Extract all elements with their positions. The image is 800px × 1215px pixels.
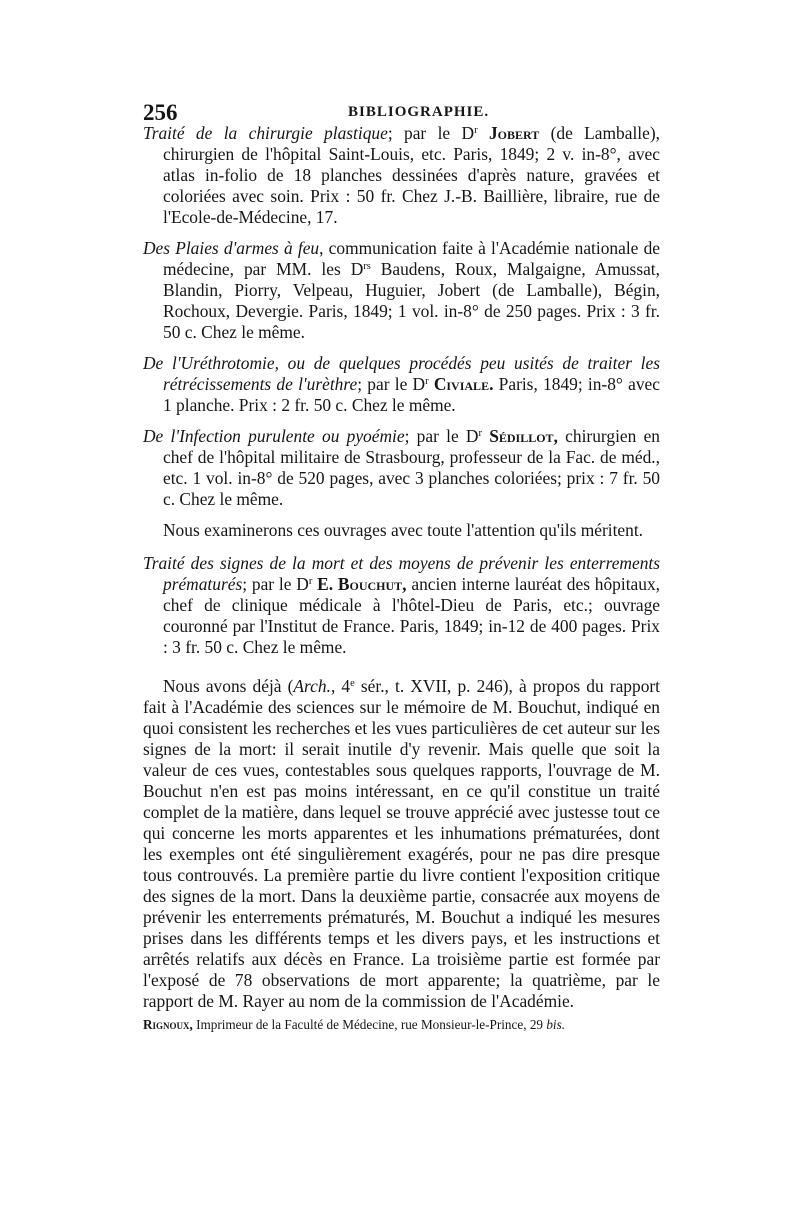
entry-title: Traité des signes de la mort et des moyens de prévenir les enterrements prématurés <box>143 553 660 594</box>
entry-title: Traité de la chirurgie plastique <box>143 123 388 143</box>
entry-title: De l'Infection purulente ou pyoémie <box>143 426 405 446</box>
running-title: BIBLIOGRAPHIE. <box>348 104 490 120</box>
journal-reference: Arch. <box>293 676 331 696</box>
printer-imprint: Rignoux, Imprimeur de la Faculté de Médecine, rue Monsieur-le-Prince, 29 bis. <box>143 1017 565 1032</box>
page-number: 256 <box>143 100 178 125</box>
entry-details: chirurgien en chef de l'hôpital militaire de Strasbourg, professeur de la Fac. de méd., etc. 1 vol. in-8° de 520 pages, avec 3 planches coloriées; prix : 7 fr. 50 c. Chez le même. <box>163 426 660 509</box>
entry-details: Paris, 1849; in-8° avec 1 planche. Prix : 2 fr. 50 c. Chez le même. <box>163 374 660 415</box>
entry-details: (de Lamballe), chirurgien de l'hôpital Saint-Louis, etc. Paris, 1849; 2 v. in-8°, avec atlas in-folio de 18 planches dessinées d'après nature, gravées et coloriées avec soin. Prix : 50 fr. Chez J.-B. Baillière, libraire, rue de l'Ecole-de-Médecine, 17. <box>163 123 660 227</box>
entry-author: E. Bouchut, <box>317 574 407 594</box>
entry-author: Jobert <box>488 123 540 143</box>
entry-details: Baudens, Roux, Malgaigne, Amussat, Blandin, Piorry, Velpeau, Huguier, Jobert (de Lamballe), Bégin, Rochoux, Devergie. Paris, 1849; 1 vol. in-8° de 250 pages. Prix : 3 fr. 50 c. Chez le même. <box>163 259 660 342</box>
printer-name: Rignoux, <box>143 1017 193 1032</box>
entry-details: ancien interne lauréat des hôpitaux, chef de clinique médicale à l'hôtel-Dieu de Paris, etc.; ouvrage couronné par l'Institut de France. Paris, 1849; in-12 de 400 pages. Prix : 3 fr. 50 c. Chez le même. <box>163 574 660 657</box>
editor-remark: Nous examinerons ces ouvrages avec toute l'attention qu'ils méritent. <box>163 520 644 540</box>
bibliography-entry: Traité de la chirurgie plastique; par le $D^r$ Jobert (de Lamballe), chirurgien de l'hôpital Saint-Louis, etc. Paris, 1849; 2 v. in-8°, avec atlas in-folio de 18 planches dessinées d'après nature, gravées et coloriées avec soin. Prix : 50 fr. Chez J.-B. Baillière, libraire, rue de l'Ecole-de-Médecine, 17. <box>143 123 660 227</box>
bibliography-body <box>143 123 660 1024</box>
bibliography-entry: De l'Infection purulente ou pyoémie; par le $D^r$ Sédillot, chirurgien en chef de l'hôpital militaire de Strasbourg, professeur de la Fac. de méd., etc. 1 vol. in-8° de 520 pages, avec 3 planches coloriées; prix : 7 fr. 50 c. Chez le même. <box>143 426 660 509</box>
entry-title: Des Plaies d'armes à feu <box>143 238 320 258</box>
review-paragraph: Nous avons déjà (Arch., 4e sér., t. XVII, p. 246), à propos du rapport fait à l'Académie des sciences sur le mémoire de M. Bouchut, indiqué en quoi consistent les recherches et les vues particulières de cet auteur sur les signes de la mort: il serait inutile d'y revenir. Mais quelle que soit la valeur de ces vues, contestables sous quelques rapports, l'ouvrage de M. Bouchut n'en est pas moins intéressant, en ce qu'il constitue un traité complet de la matière, dans lequel se trouve apprécié avec justesse tout ce qui concerne les morts apparentes et les inhumations prématurées, dont les exemples ont été singulièrement exagérés, pour ne pas dire presque tous controuvés. La première partie du livre contient l'exposition critique des signes de la mort. Dans la deuxième partie, consacrée aux moyens de prévenir les enterrements prématurés, M. Bouchut a indiqué les mesures prises dans les différents temps et les divers pays, et les instructions et arrêtés relatifs aux décès en France. La troisième partie est formée par l'exposé de 78 observations de mort apparente; la quatrième, par le rapport de M. Rayer au nom de la commission de l'Académie. <box>143 676 661 1011</box>
entry-author: Civiale. <box>433 374 494 394</box>
entry-title: De l'Uréthrotomie, ou de quelques procédés peu usités de traiter les rétrécissements de l'urèthre <box>143 353 660 394</box>
bibliography-entry: Traité des signes de la mort et des moyens de prévenir les enterrements prématurés; par le $D^r$ E. Bouchut, ancien interne lauréat des hôpitaux, chef de clinique médicale à l'hôtel-Dieu de Paris, etc.; ouvrage couronné par l'Institut de France. Paris, 1849; in-12 de 400 pages. Prix : 3 fr. 50 c. Chez le même. <box>143 553 660 657</box>
bibliography-entry: Des Plaies d'armes à feu, communication faite à l'Académie nationale de médecine, par MM. les $D^{rs}$ Baudens, Roux, Malgaigne, Amussat, Blandin, Piorry, Velpeau, Huguier, Jobert (de Lamballe), Bégin, Rochoux, Devergie. Paris, 1849; 1 vol. in-8° de 250 pages. Prix : 3 fr. 50 c. Chez le même. <box>143 238 660 342</box>
bibliography-entry: De l'Uréthrotomie, ou de quelques procédés peu usités de traiter les rétrécissements de l'urèthre; par le $D^r$ Civiale. Paris, 1849; in-8° avec 1 planche. Prix : 2 fr. 50 c. Chez le même. <box>143 353 660 415</box>
entry-author: Sédillot, <box>489 426 558 446</box>
